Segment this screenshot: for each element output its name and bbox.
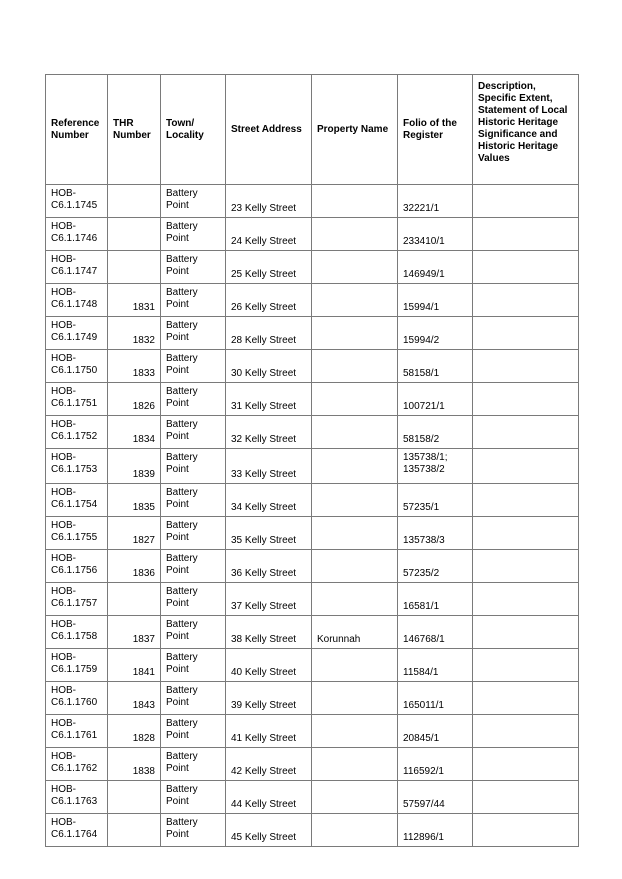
street-address-cell: 38 Kelly Street (226, 616, 312, 649)
heritage-register-table (45, 74, 579, 847)
table-row (46, 251, 579, 284)
town-line-2: Point (166, 532, 189, 543)
reference-code: C6.1.1760 (51, 697, 98, 708)
table-row (46, 416, 579, 449)
town-line-1: Battery (166, 718, 198, 729)
reference-prefix: HOB- (51, 586, 76, 597)
reference-code: C6.1.1759 (51, 664, 98, 675)
town-line-2: Point (166, 431, 189, 442)
town-line-2: Point (166, 697, 189, 708)
table-row (46, 317, 579, 350)
property-name-cell (312, 284, 398, 317)
reference-number-cell (46, 814, 108, 847)
thr-number-cell: 1827 (108, 517, 161, 550)
thr-number-cell (108, 251, 161, 284)
description-cell (473, 218, 579, 251)
description-cell (473, 748, 579, 781)
thr-number-cell: 1836 (108, 550, 161, 583)
reference-code: C6.1.1762 (51, 763, 98, 774)
table-row (46, 715, 579, 748)
header-description: Description, Specific Extent, Statement of Local Historic Heritage Significance and Historic Heritage Values (473, 75, 579, 185)
property-name-cell (312, 484, 398, 517)
property-name-cell (312, 781, 398, 814)
town-line-2: Point (166, 829, 189, 840)
town-line-2: Point (166, 200, 189, 211)
thr-number-cell: 1828 (108, 715, 161, 748)
reference-number-cell (46, 185, 108, 218)
property-name-cell (312, 449, 398, 484)
town-line-1: Battery (166, 520, 198, 531)
town-line-2: Point (166, 332, 189, 343)
thr-number-cell (108, 185, 161, 218)
reference-code: C6.1.1748 (51, 299, 98, 310)
town-line-2: Point (166, 631, 189, 642)
town-line-1: Battery (166, 452, 198, 463)
town-line-1: Battery (166, 553, 198, 564)
reference-prefix: HOB- (51, 619, 76, 630)
thr-number-cell: 1831 (108, 284, 161, 317)
reference-prefix: HOB- (51, 553, 76, 564)
folio-cell: 165011/1 (398, 682, 473, 715)
table-row (46, 284, 579, 317)
town-locality-cell (161, 350, 226, 383)
town-line-2: Point (166, 365, 189, 376)
property-name-cell (312, 517, 398, 550)
header-reference-number: Reference Number (46, 75, 108, 185)
reference-code: C6.1.1756 (51, 565, 98, 576)
description-cell (473, 284, 579, 317)
street-address-cell: 40 Kelly Street (226, 649, 312, 682)
description-cell (473, 715, 579, 748)
folio-line-2: 135738/2 (403, 464, 445, 475)
town-line-1: Battery (166, 487, 198, 498)
town-locality-cell (161, 218, 226, 251)
reference-prefix: HOB- (51, 386, 76, 397)
town-locality-cell (161, 449, 226, 484)
street-address-cell: 33 Kelly Street (226, 449, 312, 484)
description-cell (473, 616, 579, 649)
reference-code: C6.1.1754 (51, 499, 98, 510)
reference-code: C6.1.1761 (51, 730, 98, 741)
town-locality-cell (161, 484, 226, 517)
town-line-1: Battery (166, 353, 198, 364)
reference-code: C6.1.1747 (51, 266, 98, 277)
reference-number-cell (46, 616, 108, 649)
town-line-1: Battery (166, 320, 198, 331)
property-name-cell (312, 218, 398, 251)
town-locality-cell (161, 682, 226, 715)
thr-number-cell: 1832 (108, 317, 161, 350)
property-name-cell (312, 350, 398, 383)
street-address-cell: 42 Kelly Street (226, 748, 312, 781)
reference-prefix: HOB- (51, 817, 76, 828)
header-folio: Folio of the Register (398, 75, 473, 185)
folio-cell: 57235/2 (398, 550, 473, 583)
town-locality-cell (161, 748, 226, 781)
reference-number-cell (46, 251, 108, 284)
town-line-2: Point (166, 763, 189, 774)
table-row (46, 682, 579, 715)
street-address-cell: 45 Kelly Street (226, 814, 312, 847)
town-locality-cell (161, 416, 226, 449)
description-cell (473, 383, 579, 416)
town-line-2: Point (166, 464, 189, 475)
folio-cell: 58158/1 (398, 350, 473, 383)
reference-prefix: HOB- (51, 221, 76, 232)
reference-number-cell (46, 284, 108, 317)
table-header-row (46, 75, 579, 185)
header-property-name: Property Name (312, 75, 398, 185)
table-row (46, 484, 579, 517)
town-line-1: Battery (166, 254, 198, 265)
town-line-1: Battery (166, 685, 198, 696)
town-locality-cell (161, 649, 226, 682)
thr-number-cell: 1835 (108, 484, 161, 517)
town-locality-cell (161, 383, 226, 416)
street-address-cell: 24 Kelly Street (226, 218, 312, 251)
thr-number-cell: 1838 (108, 748, 161, 781)
thr-number-cell: 1826 (108, 383, 161, 416)
reference-code: C6.1.1763 (51, 796, 98, 807)
reference-number-cell (46, 218, 108, 251)
reference-prefix: HOB- (51, 188, 76, 199)
thr-number-cell (108, 218, 161, 251)
folio-cell: 20845/1 (398, 715, 473, 748)
table-row (46, 583, 579, 616)
town-locality-cell (161, 517, 226, 550)
thr-number-cell: 1839 (108, 449, 161, 484)
town-locality-cell (161, 814, 226, 847)
town-line-1: Battery (166, 188, 198, 199)
header-thr-number: THR Number (108, 75, 161, 185)
folio-cell: 58158/2 (398, 416, 473, 449)
reference-prefix: HOB- (51, 520, 76, 531)
property-name-cell (312, 317, 398, 350)
street-address-cell: 44 Kelly Street (226, 781, 312, 814)
property-name-cell (312, 383, 398, 416)
table-row (46, 350, 579, 383)
street-address-cell: 25 Kelly Street (226, 251, 312, 284)
thr-number-cell: 1841 (108, 649, 161, 682)
town-locality-cell (161, 715, 226, 748)
folio-cell: 233410/1 (398, 218, 473, 251)
street-address-cell: 35 Kelly Street (226, 517, 312, 550)
street-address-cell: 32 Kelly Street (226, 416, 312, 449)
reference-number-cell (46, 350, 108, 383)
folio-cell: 116592/1 (398, 748, 473, 781)
town-line-1: Battery (166, 419, 198, 430)
reference-number-cell (46, 317, 108, 350)
town-line-2: Point (166, 398, 189, 409)
table-row (46, 383, 579, 416)
table-row (46, 814, 579, 847)
reference-number-cell (46, 517, 108, 550)
property-name-cell (312, 416, 398, 449)
thr-number-cell: 1837 (108, 616, 161, 649)
table-row (46, 517, 579, 550)
folio-cell: 57235/1 (398, 484, 473, 517)
town-locality-cell (161, 550, 226, 583)
property-name-cell (312, 649, 398, 682)
street-address-cell: 26 Kelly Street (226, 284, 312, 317)
description-cell (473, 484, 579, 517)
town-line-2: Point (166, 233, 189, 244)
folio-cell: 32221/1 (398, 185, 473, 218)
reference-code: C6.1.1751 (51, 398, 98, 409)
description-cell (473, 251, 579, 284)
town-line-2: Point (166, 299, 189, 310)
table-row (46, 748, 579, 781)
reference-prefix: HOB- (51, 320, 76, 331)
folio-line-1: 135738/1; (403, 452, 448, 463)
table-row (46, 649, 579, 682)
property-name-cell (312, 185, 398, 218)
description-cell (473, 350, 579, 383)
street-address-cell: 39 Kelly Street (226, 682, 312, 715)
town-line-2: Point (166, 598, 189, 609)
folio-cell: 100721/1 (398, 383, 473, 416)
folio-cell: 15994/1 (398, 284, 473, 317)
reference-code: C6.1.1749 (51, 332, 98, 343)
property-name-cell (312, 715, 398, 748)
street-address-cell: 34 Kelly Street (226, 484, 312, 517)
reference-prefix: HOB- (51, 419, 76, 430)
town-line-2: Point (166, 266, 189, 277)
description-cell (473, 185, 579, 218)
town-line-1: Battery (166, 817, 198, 828)
reference-number-cell (46, 583, 108, 616)
reference-prefix: HOB- (51, 751, 76, 762)
reference-code: C6.1.1764 (51, 829, 98, 840)
folio-cell: 146949/1 (398, 251, 473, 284)
street-address-cell: 36 Kelly Street (226, 550, 312, 583)
reference-prefix: HOB- (51, 452, 76, 463)
reference-code: C6.1.1758 (51, 631, 98, 642)
thr-number-cell (108, 583, 161, 616)
town-line-1: Battery (166, 287, 198, 298)
reference-prefix: HOB- (51, 685, 76, 696)
reference-prefix: HOB- (51, 487, 76, 498)
description-cell (473, 449, 579, 484)
property-name-cell (312, 251, 398, 284)
town-locality-cell (161, 317, 226, 350)
reference-number-cell (46, 715, 108, 748)
town-line-2: Point (166, 796, 189, 807)
reference-prefix: HOB- (51, 353, 76, 364)
town-line-1: Battery (166, 784, 198, 795)
town-locality-cell (161, 284, 226, 317)
folio-cell: 15994/2 (398, 317, 473, 350)
town-line-1: Battery (166, 652, 198, 663)
description-cell (473, 317, 579, 350)
reference-number-cell (46, 682, 108, 715)
header-street-address: Street Address (226, 75, 312, 185)
table-row (46, 616, 579, 649)
folio-cell: 112896/1 (398, 814, 473, 847)
folio-cell: 146768/1 (398, 616, 473, 649)
reference-prefix: HOB- (51, 718, 76, 729)
town-line-2: Point (166, 664, 189, 675)
folio-cell: 16581/1 (398, 583, 473, 616)
property-name-cell (312, 682, 398, 715)
town-line-1: Battery (166, 586, 198, 597)
town-line-1: Battery (166, 221, 198, 232)
property-name-cell (312, 583, 398, 616)
description-cell (473, 682, 579, 715)
description-cell (473, 583, 579, 616)
description-cell (473, 649, 579, 682)
reference-prefix: HOB- (51, 287, 76, 298)
property-name-cell (312, 550, 398, 583)
table-row (46, 550, 579, 583)
reference-code: C6.1.1750 (51, 365, 98, 376)
reference-code: C6.1.1746 (51, 233, 98, 244)
property-name-cell (312, 748, 398, 781)
reference-code: C6.1.1757 (51, 598, 98, 609)
thr-number-cell: 1843 (108, 682, 161, 715)
town-line-2: Point (166, 565, 189, 576)
folio-cell: 11584/1 (398, 649, 473, 682)
thr-number-cell: 1834 (108, 416, 161, 449)
folio-cell: 57597/44 (398, 781, 473, 814)
folio-cell (398, 449, 473, 484)
reference-code: C6.1.1753 (51, 464, 98, 475)
reference-code: C6.1.1752 (51, 431, 98, 442)
table-row (46, 781, 579, 814)
reference-code: C6.1.1755 (51, 532, 98, 543)
table-row (46, 449, 579, 484)
town-locality-cell (161, 583, 226, 616)
street-address-cell: 31 Kelly Street (226, 383, 312, 416)
reference-prefix: HOB- (51, 784, 76, 795)
reference-code: C6.1.1745 (51, 200, 98, 211)
description-cell (473, 416, 579, 449)
description-cell (473, 781, 579, 814)
town-locality-cell (161, 616, 226, 649)
description-cell (473, 517, 579, 550)
reference-number-cell (46, 781, 108, 814)
street-address-cell: 37 Kelly Street (226, 583, 312, 616)
header-town-locality: Town/ Locality (161, 75, 226, 185)
reference-prefix: HOB- (51, 254, 76, 265)
reference-number-cell (46, 748, 108, 781)
reference-number-cell (46, 649, 108, 682)
street-address-cell: 41 Kelly Street (226, 715, 312, 748)
town-locality-cell (161, 251, 226, 284)
thr-number-cell (108, 814, 161, 847)
town-line-2: Point (166, 730, 189, 741)
reference-number-cell (46, 383, 108, 416)
thr-number-cell (108, 781, 161, 814)
description-cell (473, 814, 579, 847)
table-row (46, 185, 579, 218)
table-row (46, 218, 579, 251)
reference-number-cell (46, 484, 108, 517)
town-line-1: Battery (166, 619, 198, 630)
town-locality-cell (161, 781, 226, 814)
town-line-1: Battery (166, 386, 198, 397)
reference-number-cell (46, 416, 108, 449)
thr-number-cell: 1833 (108, 350, 161, 383)
street-address-cell: 28 Kelly Street (226, 317, 312, 350)
property-name-cell (312, 814, 398, 847)
town-locality-cell (161, 185, 226, 218)
reference-number-cell (46, 550, 108, 583)
town-line-1: Battery (166, 751, 198, 762)
reference-prefix: HOB- (51, 652, 76, 663)
town-line-2: Point (166, 499, 189, 510)
reference-number-cell (46, 449, 108, 484)
description-cell (473, 550, 579, 583)
folio-cell: 135738/3 (398, 517, 473, 550)
street-address-cell: 23 Kelly Street (226, 185, 312, 218)
street-address-cell: 30 Kelly Street (226, 350, 312, 383)
property-name-cell: Korunnah (312, 616, 398, 649)
